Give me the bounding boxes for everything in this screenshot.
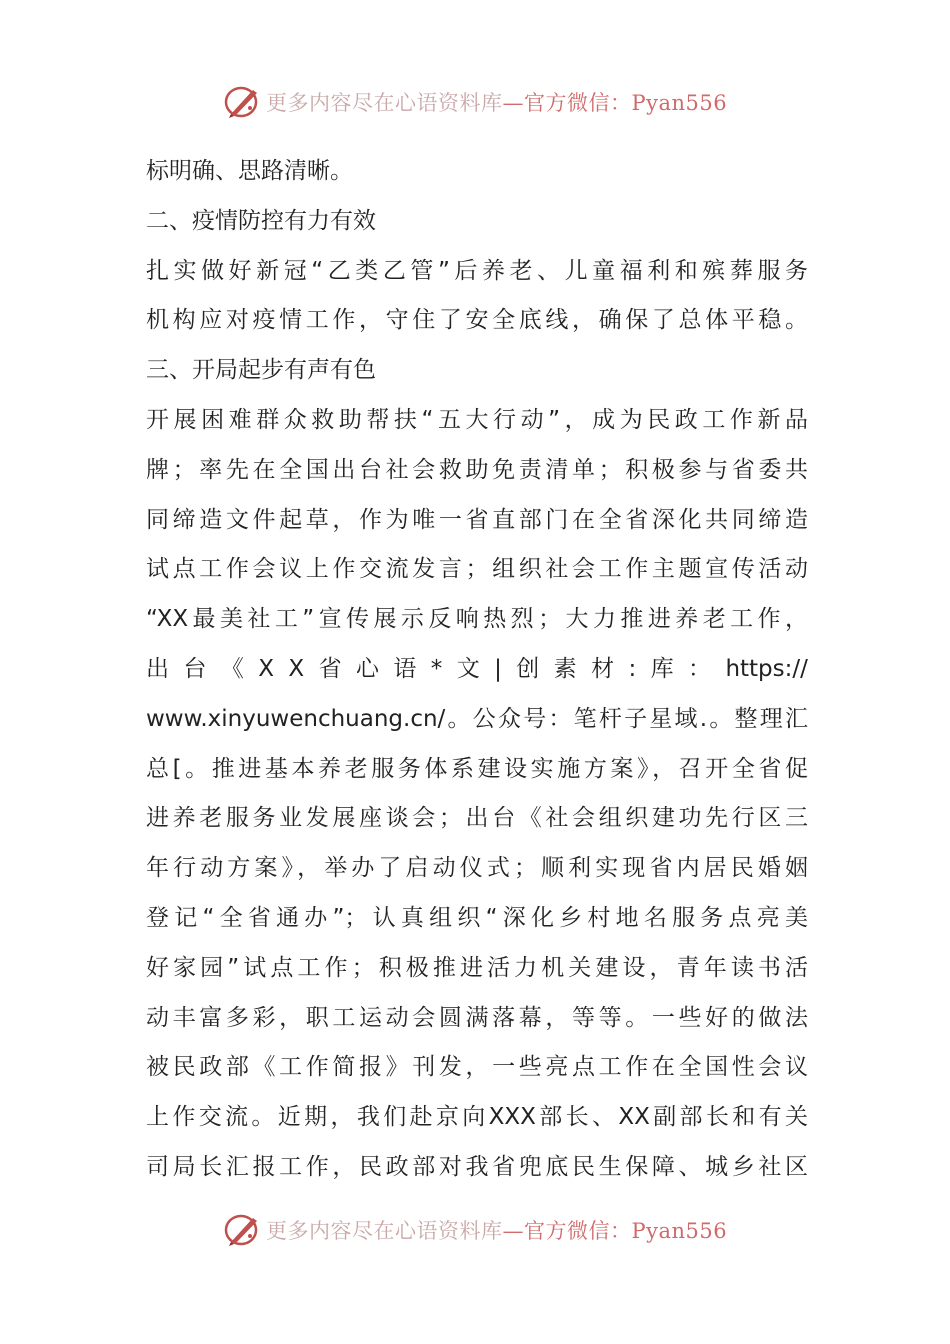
spaced-char: 库 (650, 655, 674, 682)
pen-logo-icon (223, 1212, 263, 1248)
watermark-brand: 更多内容尽在心语资料库 (266, 1219, 503, 1243)
watermark-brand: 更多内容尽在心语资料库 (266, 91, 503, 115)
watermark-dash: — (502, 91, 524, 115)
header-watermark (0, 82, 950, 122)
watermark-contact-label: 官方微信： (524, 91, 632, 115)
text-line: “XX最美社工”宣传展示反响热烈；大力推进养老工作， (146, 606, 808, 633)
text-line: 好家园”试点工作；积极推进活力机关建设，青年读书活 (146, 954, 808, 981)
text-line: 登记“全省通办”；认真组织“深化乡村地名服务点亮美 (146, 904, 808, 931)
text-line: 进养老服务业发展座谈会；出台《社会组织建功先行区三 (146, 805, 808, 832)
spaced-char: * (430, 655, 443, 682)
spaced-char: ： (688, 655, 712, 682)
text-line: 司局长汇报工作，民政部对我省兜底民生保障、城乡社区 (146, 1153, 808, 1180)
text-line: www.xinyuwenchuang.cn/。公众号：笔杆子星域.。整理汇 (146, 705, 808, 732)
text-line: 上作交流。近期，我们赴京向XXX部长、XX副部长和有关 (146, 1104, 808, 1131)
spaced-char: 省 (318, 655, 342, 682)
text-line-spaced (146, 648, 808, 698)
spaced-char: 材 (591, 655, 615, 682)
spaced-char: 素 (553, 655, 577, 682)
text-line: 同缔造文件起草，作为唯一省直部门在全省深化共同缔造 (146, 506, 808, 533)
spaced-char: 创 (516, 655, 540, 682)
spaced-char: 语 (393, 655, 417, 682)
spaced-char: 文 (456, 655, 480, 682)
section-heading: 三、开局起步有声有色 (146, 357, 376, 384)
watermark-dash: — (502, 1219, 524, 1243)
spaced-char: X (288, 655, 305, 682)
text-line: 总[。推进基本养老服务体系建设实施方案》，召开全省促 (146, 755, 808, 782)
text-line: 机构应对疫情工作，守住了安全底线，确保了总体平稳。 (146, 307, 808, 334)
watermark-contact-id: Pyan556 (631, 91, 728, 115)
text-line: 开展困难群众救助帮扶“五大行动”，成为民政工作新品 (146, 406, 808, 433)
section-heading: 二、疫情防控有力有效 (146, 207, 376, 234)
spaced-char: 《 (220, 655, 244, 682)
spaced-char: 出 (146, 655, 169, 682)
spaced-char: : (628, 655, 637, 682)
spaced-char: | (494, 655, 502, 682)
footer-watermark (0, 1210, 950, 1250)
watermark-contact-id: Pyan556 (631, 1219, 728, 1243)
text-line: 动丰富多彩，职工运动会圆满落幕，等等。一些好的做法 (146, 1004, 808, 1031)
spaced-char: 台 (183, 655, 207, 682)
body-text (146, 150, 808, 1196)
text-line: 试点工作会议上作交流发言；组织社会工作主题宣传活动 (146, 556, 808, 583)
text-line: 扎实做好新冠“乙类乙管”后养老、儿童福利和殡葬服务 (146, 257, 808, 284)
text-line: 牌；率先在全国出台社会救助免责清单；积极参与省委共 (146, 456, 808, 483)
watermark-contact-label: 官方微信： (524, 1219, 632, 1243)
pen-logo-icon (223, 84, 263, 120)
spaced-char: 心 (355, 655, 379, 682)
text-line: 标明确、思路清晰。 (146, 158, 353, 184)
spaced-char: https:// (725, 655, 808, 682)
text-line: 被民政部《工作简报》刊发，一些亮点工作在全国性会议 (146, 1054, 808, 1081)
text-line: 年行动方案》，举办了启动仪式；顺利实现省内居民婚姻 (146, 855, 808, 882)
watermark-text (266, 1215, 727, 1245)
spaced-char: X (258, 655, 274, 682)
watermark-text (266, 87, 727, 117)
